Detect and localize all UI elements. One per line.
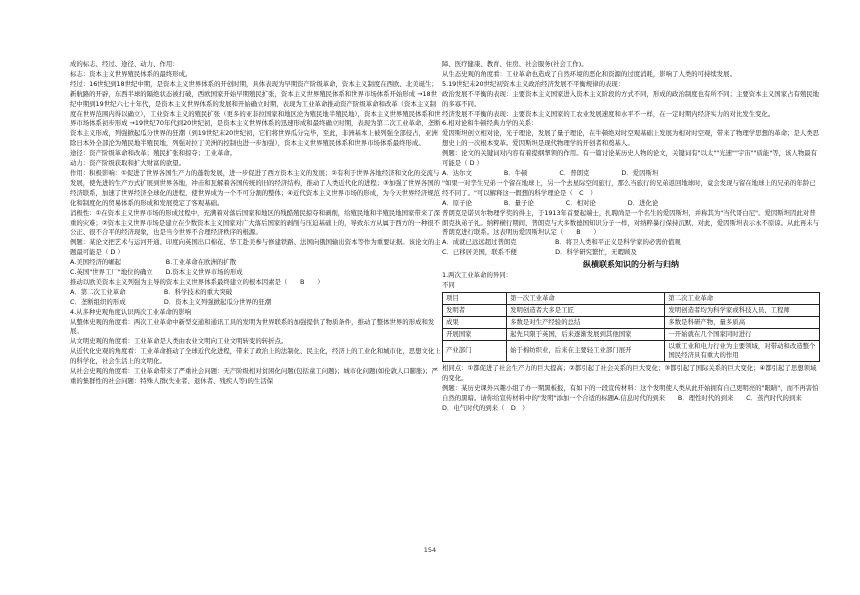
table-row: [443, 328, 820, 340]
table-row: [443, 340, 820, 361]
page-number: 154: [423, 546, 437, 554]
table-cell: 发明者: [443, 304, 507, 316]
table-row: [443, 316, 820, 328]
right-column-bottom: [442, 364, 820, 414]
paragraph: A．第二次工业革命 B．科学技术的重大突破: [70, 287, 233, 296]
paragraph: 作用：积极影响：①促进了世界各国生产力的蓬勃发展，进一步促进了西方资本主义的发展；②有利于世界各地经济和文化的交流与发展，使先进的生产方式扩展到世界各地，冲击和瓦解着各国传统的旧的经济结构，推动了人类近代化的进程；③加强了世界各国的经济联系，加速了世界经济全球化的进程，使世界成为一个不可分割的整体；④近代资本主义世界市场的形成，为今天世界经济规范化和制度化的贸易体系的形成和发展奠定了客观基础。: [70, 168, 440, 207]
table-header-row: [443, 292, 820, 304]
paragraph: 从近代化史观的角度看：工业革命推动了全球近代化进程，带来了政治上的法制化、民主化，经济上的工业化和城市化，思想文化上的科学化，社会生活上的文明化。: [70, 347, 441, 366]
paragraph: 4.从多种史观角度认识两次工业革命的影响: [70, 307, 192, 316]
paragraph: 障、医疗健康、教育、住房、社会服务(社会工作)。: [442, 60, 588, 68]
paragraph: 从文明史观的角度看：工业革命是人类由农业文明向工业文明转变的转折点。: [70, 337, 288, 346]
table-cell: 以重工业和电力行业为主要领域，对带动和改造整个国民经济具有重大的作用: [665, 340, 820, 361]
right-column-mid: [442, 271, 820, 291]
paragraph: C.英国"世界工厂"地位的确立 D.资本主义世界市场的形成: [70, 268, 243, 277]
table-cell: 起先只限于英国，后来逐渐发展到其他国家: [507, 328, 665, 340]
paragraph: C．已移居美国，联系不便 D．科学研究繁忙，无暇顾及: [442, 248, 637, 257]
table-cell: 开展国家: [443, 328, 507, 340]
table-cell: 多数是对生产经验的总结: [507, 316, 665, 328]
paragraph: "如果一对孪生兄弟一个留在地球上，另一个去星际空间旅行，那么当旅行的兄弟返回地球时，竟会发现与留在地球上的兄弟的年龄已经不同了。"可以解释这一假想的科学理论是（ C ）: [442, 178, 816, 197]
right-column-top: [442, 60, 820, 258]
paragraph: 1.两次工业革命的异同：: [442, 271, 513, 280]
paragraph: 例题：某历史课外兴趣小组了办一期黑板报，有如下的一段宣传材料：这个发明使人类从此开始拥有自己更明亮的"眼睛"，而不再害怕自然的黑暗。请你给宣传材料中的"发明"添加一个合适的标题A.信息时代的到来 B．理性时代的到来 C．蒸汽时代的到来 D．电气时代的到来（ D ）: [442, 383, 819, 412]
paragraph: 爱因斯坦创立相对论，光子理论，发展了量子理论，在牛顿绝对时空观基础上发展为相对时空观，带来了物理学思想的革命；是人类思想史上的一次根本变革。爱因斯坦是现代物理学的开创者和奠基人。: [442, 129, 820, 148]
table-cell: 产业部门: [443, 340, 507, 361]
paragraph: 6.相对论和牛顿经典力学的关系：: [442, 119, 538, 128]
paragraph: 从整体史观的角度看：两次工业革命中新型交通和通讯工具的发明为世界联系的加强提供了物质条件，推动了整体世界的形成和发展。: [70, 317, 435, 336]
paragraph: 例题：论文的关键词对内容有着提纲挈领的作用。有一篇讨论某历史人物的论文，关键词有"以太""光速""宇宙""质能"等，该人物最有可能是（ D ）: [442, 149, 817, 168]
table-header-cell: 项目: [443, 292, 507, 304]
section-title: 纵横联系知识的分析与归纳: [583, 260, 679, 270]
paragraph: 消极性：①在资本主义世界市场的形成过程中，充满着对落后国家和地区的残酷殖民掠夺和剥削，给殖民地和半殖民地国家带来了深重的灾难；②资本主义世界市场是建立在少数资本主义国家对广大落后国家的剥削与压迫基础上的，导致东方从属于西方的一种很不公正、很不合平的经济现象，也是当今世界不合理经济秩序的根源。: [70, 208, 440, 237]
table-cell: 一开始就在几个国家同时进行: [665, 328, 820, 340]
paragraph: 不同: [442, 281, 455, 290]
table-cell: 发明创造者均为科学家或科技人员、工程师: [665, 304, 820, 316]
paragraph: 5.19世纪末20世纪初资本主义政治经济发展不平衡规律的表现：: [442, 79, 625, 88]
left-column: [70, 60, 442, 387]
paragraph: 普朗克是诺贝尔物理学奖的得主，于1913年首要起端士，扎聘尚是一个名生的爱因斯坦，并称其为"当代哥白尼"。爱因斯坦因此对普朗克执弟子礼。纳粹横行期间，普朗克与大多数德国知识分子一样，对纳粹暴行保持沉默，对此，爱因斯坦表示永不原谅。从此再未与普朗克进行联系。这表明历爱因斯坦认定（ B ）: [442, 208, 820, 237]
paragraph: A．原子论 B．量子论 C．相对论 D．进化论: [442, 198, 659, 207]
paragraph: 标志：资本主义世界殖民体系的最终形成。: [70, 69, 192, 78]
paragraph: C．垄断组织的形成 D．资本主义列强掀起瓜分世界的狂潮: [70, 297, 272, 306]
paragraph: 途径：资产阶级革命和改革；殖民扩张和掠夺；工业革命。: [70, 149, 237, 158]
paragraph: 从生态史观的角度看：工业革命也造成了自然环境的恶化和资源的过度消耗，影响了人类的可持续发展。: [442, 69, 736, 78]
paragraph: 政治发展不平衡的表现：主要资本主义国家进入资本主义阶段的方式不同，形成的政治制度也有所不同；主要资本主义国家占有殖民地的多寡不同。: [442, 89, 820, 108]
paragraph: 动力：资产阶级获取和扩大财富的欲望。: [70, 159, 186, 168]
paragraph: 从社会史观的角度看：工业革命带来了严重社会问题：无产阶级相对贫困化问题(包括童工问题)；城市化问题(如伦敦人口膨胀)；严重的集群性的社会问题：特殊人群(失业者、退休者、残疾人等)的生活保: [70, 367, 438, 385]
paragraph: 经过：16世纪到18世纪中期，是资本主义世界体系的开创时期，具体表现为早期资产阶级革命，资本主义制度在西欧、北美诞生；新航路的开辟，东西半球的隔绝状态被打破，西欧国家开始早期殖民扩张，资本主义世界殖民体系和世界市场体系开始形成 →18世纪中期到19世纪六七十年代，是资本主义世界体系的发展和开始确立时期，表现为工业革命推动资产阶级革命和改革（资本主义制度在世界范围内得以确立），工业资本主义的殖民扩张（更多的亚非拉国家和地区沦为殖民地半殖民地），资本主义世界殖民体系和世界市场体系初步形成 →19世纪70年代到20世纪初，是资本主义世界体系的迅速形成和最终确立时期，表现为第二次工业革命，垄断资本主义形成，列强掀起瓜分世界的狂潮（到19世纪末20世纪初，它们将世界瓜分完毕，至此，非洲基本上被列强全部侵占，亚洲除日本外全部沦为殖民地半殖民地，列强对拉丁美洲的控制也进一步加强），资本主义世界殖民体系和世界市场体系最终形成。: [70, 79, 441, 148]
paragraph: 例题：某论文把艺术与运河开通、印度向英国出口棉花、华工赴美参与修建铁路、法国向俄国输出资本等作为重要证据。该论文的主题最可能是（ D ）: [70, 238, 441, 257]
table-cell: 多数是科研产物，量多质高: [665, 316, 820, 328]
right-column: [442, 60, 820, 413]
paragraph: 推动以欧美资本主义列强为主导的资本主义世界体系最终建立的根本因素是（ B ）: [70, 277, 324, 286]
table-cell: 发明创造者大多是工匠: [507, 304, 665, 316]
table-header-cell: 第一次工业革命: [507, 292, 665, 304]
table-header-cell: 第二次工业革命: [665, 292, 820, 304]
paragraph: 经济发展不平衡的表现：主要资本主义国家的工农业发展速度和水平不一样，在一定时期内经济实力的对比发生变化。: [442, 109, 775, 118]
comparison-table: [442, 292, 820, 362]
table-cell: 始于棉纺织业，后来在主要轻工业部门展开: [507, 340, 665, 361]
paragraph: 相同点：①都促进了社会生产力的巨大提高；②都引起了社会关系的巨大变化；③都引起了国际关系的巨大变化；④都引起了思想领域的变化。: [442, 363, 817, 382]
paragraph: A．成就已远远超过普朗克 B．将卫人类和平正义是科学家的必需价值观: [442, 238, 681, 247]
paragraph: A.美国经济的崛起 B.工业革命在欧洲的扩散: [70, 258, 237, 267]
table-row: [443, 304, 820, 316]
paragraph: 成的标志、经过、途径、动力、作用：: [70, 60, 179, 68]
table-cell: 成果: [443, 316, 507, 328]
paragraph: A．达尔文 B．牛顿 C．普朗克 D．爱因斯坦: [442, 168, 659, 177]
